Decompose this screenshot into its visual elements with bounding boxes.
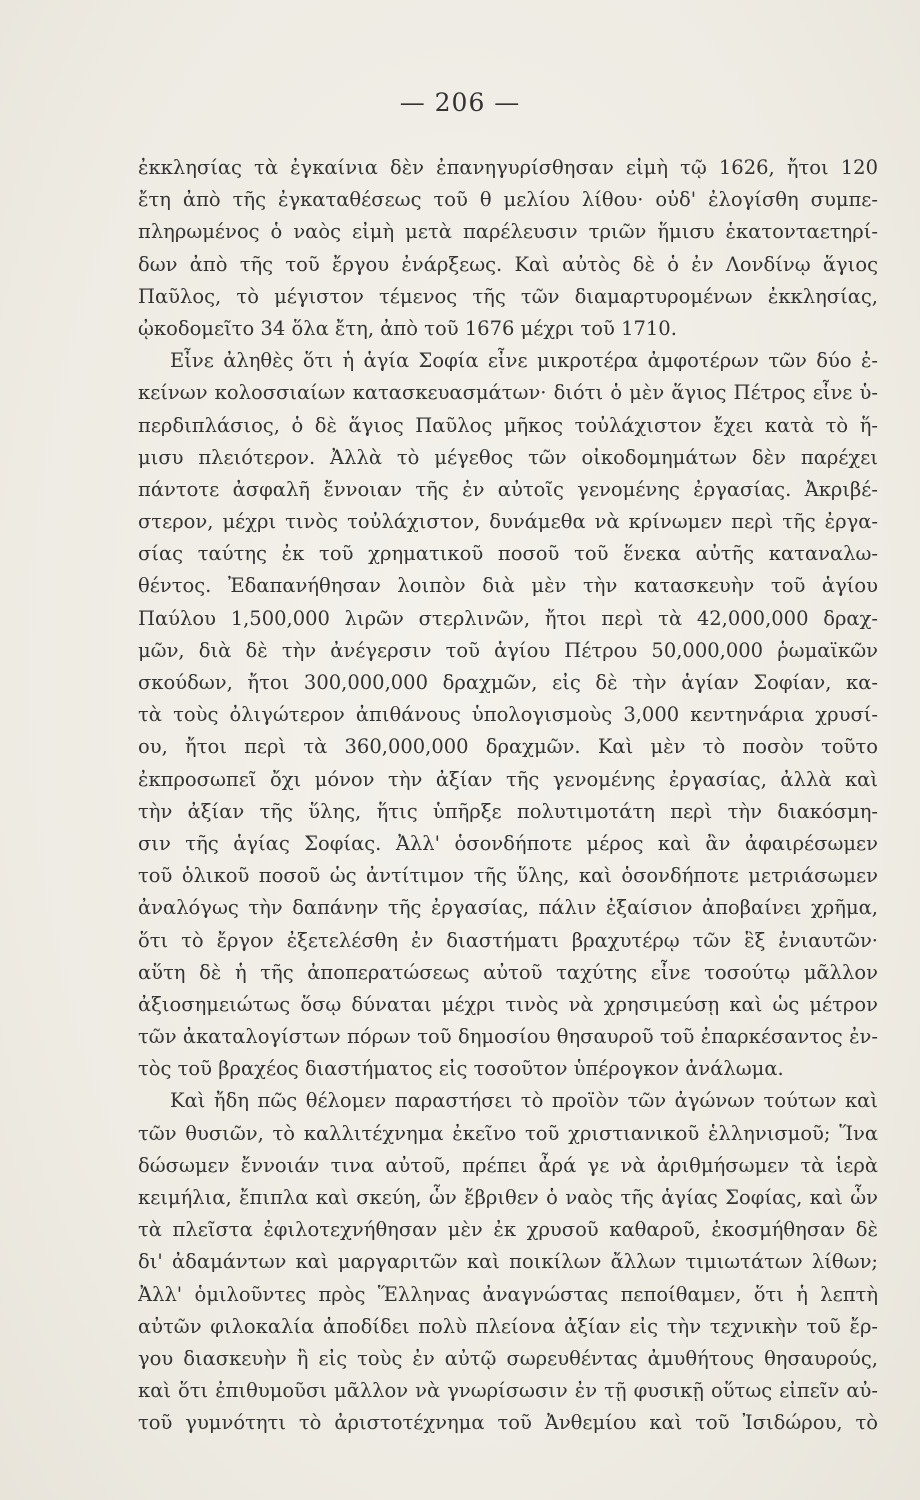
text-line: ἐκπροσωπεῖ ὄχι μόνον τὴν ἀξίαν τῆς γενομένης ἐργασίας, ἀλλὰ καὶ: [138, 767, 878, 791]
text-line: περδιπλάσιος, ὁ δὲ ἅγιος Παῦλος μῆκος τοὐλάχιστον ἔχει κατὰ τὸ ἥ-: [138, 413, 878, 437]
text-line: τοῦ ὁλικοῦ ποσοῦ ὡς ἀντίτιμον τῆς ὕλης, καὶ ὁσονδήποτε μετριάσωμεν: [138, 864, 878, 888]
text-line: σιν τῆς ἁγίας Σοφίας. Ἀλλ' ὁσονδήποτε μέρος καὶ ἂν ἀφαιρέσωμεν: [138, 831, 878, 855]
text-line: Παῦλος, τὸ μέγιστον τέμενος τῆς τῶν διαμαρτυρομένων ἐκκλησίας,: [138, 284, 878, 308]
text-line: καὶ ὅτι ἐπιθυμοῦσι μᾶλλον νὰ γνωρίσωσιν ἐν τῇ φυσικῇ οὕτως εἰπεῖν αὐ-: [138, 1379, 878, 1403]
text-line: στερον, μέχρι τινὸς τοὐλάχιστον, δυνάμεθα νὰ κρίνωμεν περὶ τῆς ἐργα-: [138, 510, 878, 534]
body-text: [138, 152, 878, 1440]
text-line: τῶν θυσιῶν, τὸ καλλιτέχνημα ἐκεῖνο τοῦ χριστιανικοῦ ἑλληνισμοῦ; Ἵνα: [138, 1121, 878, 1145]
text-line: ἀξιοσημειώτως ὅσῳ δύναται μέχρι τινὸς νὰ χρησιμεύσῃ καὶ ὡς μέτρον: [138, 992, 878, 1016]
text-line: τὴν ἀξίαν τῆς ὕλης, ἥτις ὑπῆρξε πολυτιμοτάτη περὶ τὴν διακόσμη-: [138, 799, 878, 823]
text-line: Καὶ ἤδη πῶς θέλομεν παραστήσει τὸ προϊὸν τῶν ἀγώνων τούτων καὶ: [170, 1089, 878, 1113]
text-line: ου, ἤτοι περὶ τὰ 360,000,000 δραχμῶν. Καὶ μὲν τὸ ποσὸν τοῦτο: [138, 735, 878, 759]
text-line: ἔτη ἀπὸ τῆς ἐγκαταθέσεως τοῦ θ μελίου λίθου· οὐδ' ἐλογίσθη συμπε-: [138, 188, 878, 212]
page-number: — 206 —: [399, 88, 521, 117]
text-line: δι' ἀδαμάντων καὶ μαργαριτῶν καὶ ποικίλων ἄλλων τιμιωτάτων λίθων;: [138, 1250, 878, 1274]
text-line: ἀναλόγως τὴν δαπάνην τῆς ἐργασίας, πάλιν ἐξαίσιον ἀποβαίνει χρῆμα,: [138, 896, 878, 920]
text-line: τῶν ἀκαταλογίστων πόρων τοῦ δημοσίου θησαυροῦ τοῦ ἐπαρκέσαντος ἐν-: [138, 1025, 878, 1049]
text-line: κείνων κολοσσιαίων κατασκευασμάτων· διότι ὁ μὲν ἅγιος Πέτρος εἶνε ὑ-: [138, 381, 878, 405]
text-line: τὸς τοῦ βραχέος διαστήματος εἰς τοσοῦτον ὑπέρογκον ἀνάλωμα.: [138, 1057, 784, 1081]
text-line: αὐτῶν φιλοκαλία ἀποδίδει πολὺ πλείονα ἀξίαν εἰς τὴν τεχνικὴν τοῦ ἔρ-: [138, 1314, 878, 1338]
text-line: κειμήλια, ἔπιπλα καὶ σκεύη, ὧν ἔβριθεν ὁ ναὸς τῆς ἁγίας Σοφίας, καὶ ὧν: [138, 1186, 878, 1209]
text-line: θέντος. Ἐδαπανήθησαν λοιπὸν διὰ μὲν τὴν κατασκευὴν τοῦ ἁγίου: [138, 574, 878, 598]
text-line: ᾠκοδομεῖτο 34 ὅλα ἔτη, ἀπὸ τοῦ 1676 μέχρι τοῦ 1710.: [138, 316, 677, 340]
text-line: αὕτη δὲ ἡ τῆς ἀποπερατώσεως αὐτοῦ ταχύτης εἶνε τοσούτῳ μᾶλλον: [138, 960, 878, 984]
text-line: μῶν, διὰ δὲ τὴν ἀνέγερσιν τοῦ ἁγίου Πέτρου 50,000,000 ῥωμαϊκῶν: [138, 638, 878, 662]
text-line: πάντοτε ἀσφαλῆ ἔννοιαν τῆς ἐν αὐτοῖς γενομένης ἐργασίας. Ἀκριβέ-: [138, 477, 878, 501]
text-line: γου διασκευὴν ἢ εἰς τοὺς ἐν αὐτῷ σωρευθέντας ἀμυθήτους θησαυρούς,: [138, 1346, 878, 1370]
text-line: τοῦ γυμνότητι τὸ ἀριστοτέχνημα τοῦ Ἀνθεμίου καὶ τοῦ Ἰσιδώρου, τὸ: [138, 1411, 878, 1435]
text-line: σκούδων, ἤτοι 300,000,000 δραχμῶν, εἰς δὲ τὴν ἁγίαν Σοφίαν, κα-: [138, 671, 878, 694]
text-line: σίας ταύτης ἐκ τοῦ χρηματικοῦ ποσοῦ τοῦ ἕνεκα αὐτῆς καταναλω-: [138, 542, 878, 566]
text-line: δων ἀπὸ τῆς τοῦ ἔργου ἐνάρξεως. Καὶ αὐτὸς δὲ ὁ ἐν Λονδίνῳ ἅγιος: [138, 252, 878, 276]
text-line: τὰ τοὺς ὀλιγώτερον ἀπιθάνους ὑπολογισμοὺς 3,000 κεντηνάρια χρυσί-: [138, 703, 878, 727]
text-line: ἐκκλησίας τὰ ἐγκαίνια δὲν ἐπανηγυρίσθησαν εἰμὴ τῷ 1626, ἤτοι 120: [138, 156, 878, 179]
text-line: ὅτι τὸ ἔργον ἐξετελέσθη ἐν διαστήματι βραχυτέρῳ τῶν ἓξ ἐνιαυτῶν·: [138, 928, 878, 952]
text-line: Παύλου 1,500,000 λιρῶν στερλινῶν, ἤτοι περὶ τὰ 42,000,000 δραχ-: [138, 606, 878, 630]
text-line: πληρωμένος ὁ ναὸς εἰμὴ μετὰ παρέλευσιν τριῶν ἥμισυ ἑκατονταετηρί-: [138, 220, 878, 244]
text-line: τὰ πλεῖστα ἐφιλοτεχνήθησαν μὲν ἐκ χρυσοῦ καθαροῦ, ἐκοσμήθησαν δὲ: [138, 1218, 878, 1242]
text-line: Εἶνε ἀληθὲς ὅτι ἡ ἁγία Σοφία εἶνε μικροτέρα ἀμφοτέρων τῶν δύο ἐ-: [170, 349, 878, 373]
text-line: δώσωμεν ἔννοιάν τινα αὐτοῦ, πρέπει ἆρά γε νὰ ἀριθμήσωμεν τὰ ἱερὰ: [138, 1153, 878, 1177]
text-line: μισυ πλειότερον. Ἀλλὰ τὸ μέγεθος τῶν οἰκοδομημάτων δὲν παρέχει: [138, 445, 878, 469]
text-line: Ἀλλ' ὁμιλοῦντες πρὸς Ἕλληνας ἀναγνώστας πεποίθαμεν, ὅτι ἡ λεπτὴ: [138, 1282, 878, 1306]
